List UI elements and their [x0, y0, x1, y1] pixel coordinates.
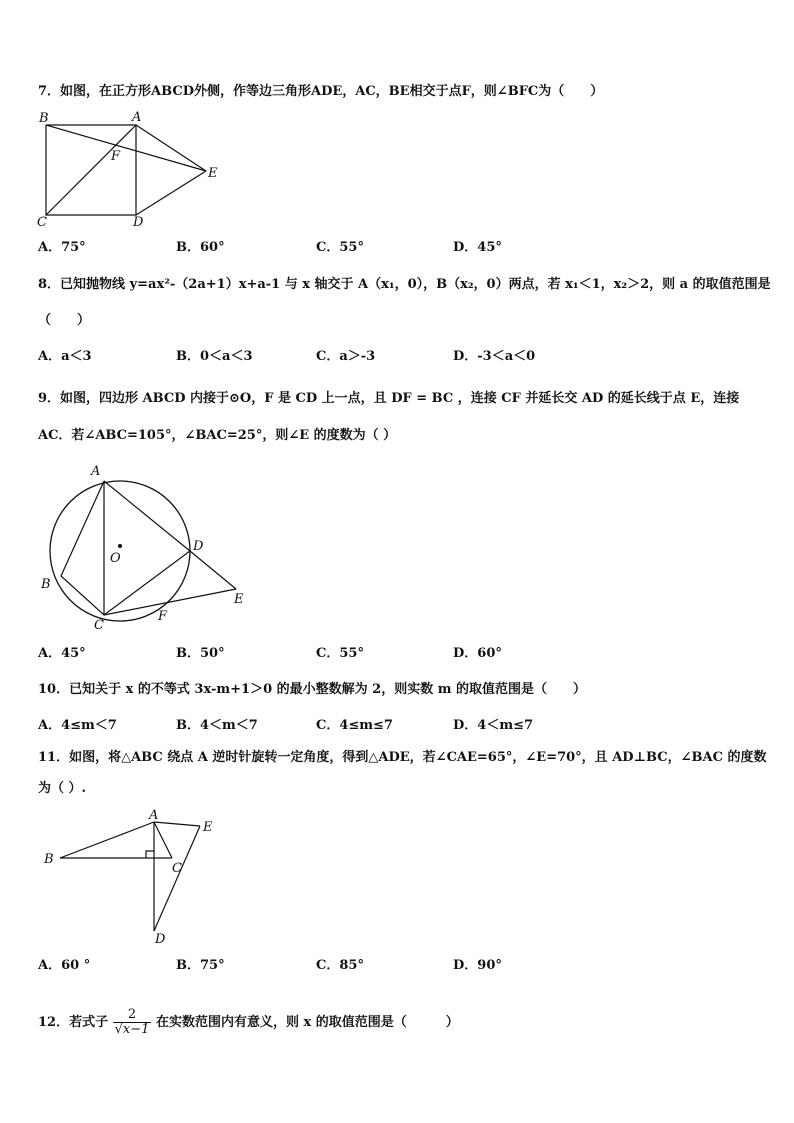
q9-stem-cont: AC．若∠ABC=105°，∠BAC=25°，则∠E 的度数为（ ）	[38, 428, 397, 443]
q10-option-d[interactable]: D．4＜m≤7	[453, 718, 534, 733]
q9-label-c: C	[94, 618, 104, 633]
q11-option-d[interactable]: D．90°	[453, 958, 502, 973]
q7-figure	[34, 108, 234, 232]
q8-option-b[interactable]: B．0＜a＜3	[176, 349, 253, 364]
q7-label-f: F	[111, 149, 121, 164]
q9-label-d: D	[193, 539, 204, 554]
q11-label-b: B	[44, 852, 54, 867]
q7-label-d: D	[133, 215, 144, 230]
q8-option-a[interactable]: A．a＜3	[38, 349, 92, 364]
q8-stem: 8．已知抛物线 y=ax²-（2a+1）x+a-1 与 x 轴交于 A（x₁，0），B（x₂，0）两点，若 x₁＜1，x₂＞2，则 a 的取值范围是	[38, 277, 771, 292]
q12-stem	[38, 1008, 459, 1038]
q7-option-b[interactable]: B．60°	[176, 240, 225, 255]
q10-option-c[interactable]: C．4≤m≤7	[316, 718, 393, 733]
q10-option-a[interactable]: A．4≤m＜7	[38, 718, 117, 733]
q9-label-e: E	[234, 592, 244, 607]
q9-option-a[interactable]: A．45°	[38, 646, 86, 661]
q7-option-c[interactable]: C．55°	[316, 240, 364, 255]
q7-label-c: C	[37, 215, 47, 230]
q11-label-a: A	[149, 808, 159, 823]
q12-fraction	[113, 1008, 152, 1037]
q11-label-e: E	[203, 820, 213, 835]
q11-option-c[interactable]: C．85°	[316, 958, 364, 973]
q7-stem: 7．如图，在正方形ABCD外侧，作等边三角形ADE，AC，BE相交于点F，则∠BFC为（ ）	[38, 84, 604, 99]
q8-stem-cont: （ ）	[38, 313, 91, 328]
q11-option-b[interactable]: B．75°	[176, 958, 225, 973]
q12-fraction-numerator: 2	[127, 1007, 137, 1022]
q7-option-a[interactable]: A．75°	[38, 240, 86, 255]
q11-stem: 11．如图，将△ABC 绕点 A 逆时针旋转一定角度，得到△ADE，若∠CAE=65°，∠E=70°，且 AD⊥BC，∠BAC 的度数	[38, 750, 767, 765]
q11-option-a[interactable]: A．60 °	[38, 958, 91, 973]
q7-label-b: B	[39, 111, 49, 126]
q10-stem: 10．已知关于 x 的不等式 3x-m+1＞0 的最小整数解为 2，则实数 m 的取值范围是（ ）	[38, 682, 587, 697]
q9-stem: 9．如图，四边形 ABCD 内接于⊙O，F 是 CD 上一点，且 DF = BC ，连接 CF 并延长交 AD 的延长线于点 E，连接	[38, 391, 740, 406]
q9-option-c[interactable]: C．55°	[316, 646, 364, 661]
q9-option-d[interactable]: D．60°	[453, 646, 502, 661]
q9-label-b: B	[41, 577, 51, 592]
q12-fraction-denominator: √x−1	[114, 1022, 150, 1037]
q12-stem-pre: 12．若式子	[38, 1015, 109, 1030]
q10-option-b[interactable]: B．4＜m＜7	[176, 718, 258, 733]
q7-label-e: E	[208, 166, 218, 181]
q9-label-f: F	[158, 609, 168, 624]
q11-figure	[40, 806, 230, 948]
q11-label-d: D	[155, 932, 166, 947]
q9-option-b[interactable]: B．50°	[176, 646, 225, 661]
q9-label-o: O	[110, 551, 121, 566]
q9-figure	[36, 458, 256, 636]
q8-option-d[interactable]: D．-3＜a＜0	[453, 349, 536, 364]
q7-label-a: A	[132, 110, 142, 125]
q7-option-d[interactable]: D．45°	[453, 240, 502, 255]
q8-option-c[interactable]: C．a＞-3	[316, 349, 376, 364]
q9-label-a: A	[91, 464, 101, 479]
q11-stem-cont: 为（ ）.	[38, 781, 87, 796]
q12-stem-post: 在实数范围内有意义，则 x 的取值范围是（ ）	[155, 1015, 459, 1030]
q11-label-c: C	[172, 861, 182, 876]
